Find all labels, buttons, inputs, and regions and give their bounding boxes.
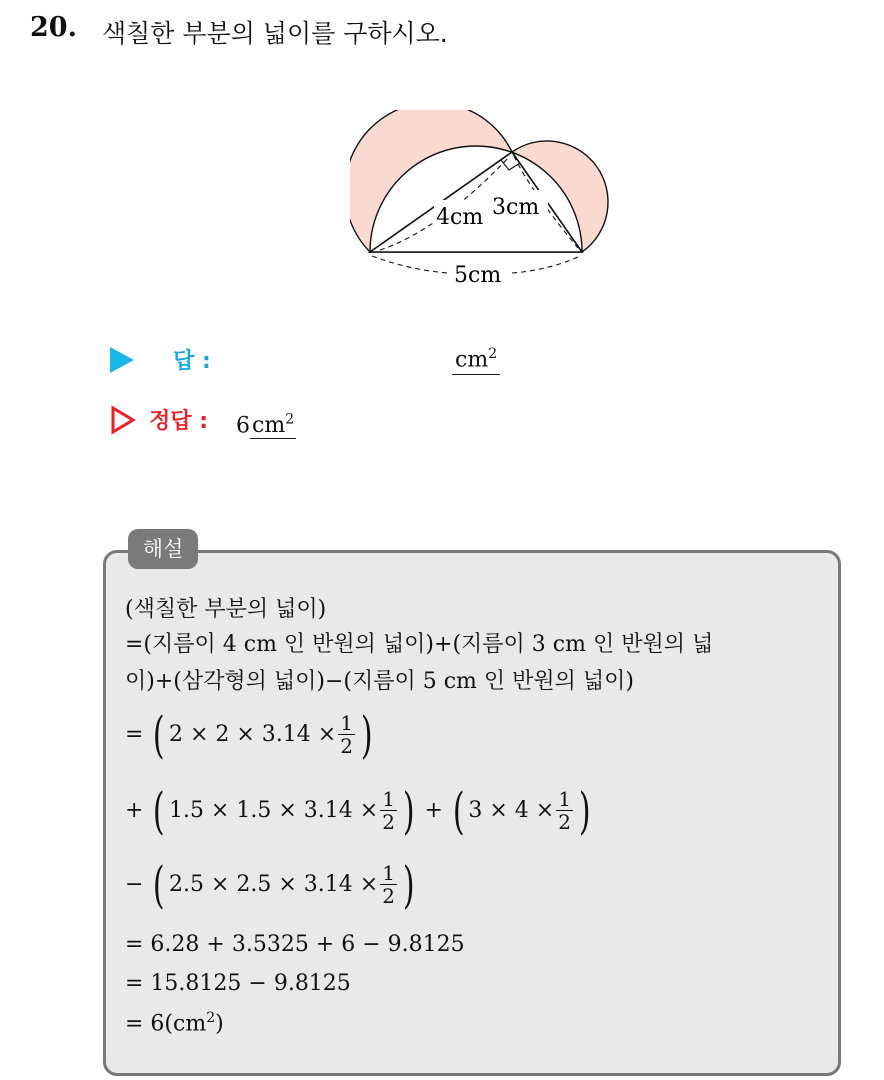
solution-line-1: (색칠한 부분의 넓이)	[125, 597, 327, 622]
label-3cm: 3cm	[492, 195, 540, 220]
semicircle-figure	[350, 110, 620, 300]
answer-unit-sup: 2	[488, 346, 498, 362]
label-5cm: 5cm	[454, 263, 502, 288]
expr2-plus: +	[424, 798, 443, 823]
left-paren-icon: (	[452, 781, 465, 840]
solution-line-9	[125, 1010, 224, 1036]
right-paren-icon: )	[360, 705, 373, 764]
answer-blank[interactable]	[452, 340, 500, 375]
solution-expr-2	[125, 781, 594, 840]
solution-tab: 해설	[128, 529, 198, 569]
expr2-body-a: 1.5 × 1.5 × 3.14 ×	[168, 798, 379, 823]
left-paren-icon: (	[153, 705, 166, 764]
solution-expr-1	[125, 705, 376, 764]
line9-sup: 2	[206, 1010, 216, 1026]
correct-label: 정답 :	[149, 409, 209, 434]
expr3-body: 2.5 × 2.5 × 3.14 ×	[168, 872, 379, 897]
correct-unit: cm	[252, 413, 286, 439]
right-paren-icon: )	[402, 855, 415, 914]
right-paren-icon: )	[578, 781, 591, 840]
right-paren-icon: )	[402, 781, 415, 840]
solution-line-8: = 15.8125 − 9.8125	[125, 971, 351, 996]
dash-5cm-right	[512, 256, 580, 273]
left-paren-icon: (	[153, 855, 166, 914]
line9-unit: cm	[173, 1011, 207, 1037]
expr1-prefix: =	[125, 722, 144, 747]
solution-line-2: =(지름이 4 cm 인 반원의 넓이)+(지름이 3 cm 인 반원의 넓	[125, 632, 714, 657]
expr1-body: 2 × 2 × 3.14 ×	[168, 722, 337, 747]
answer-row	[110, 344, 211, 375]
fraction-half: $\frac{1}{2}$	[340, 711, 353, 758]
fraction-half: $\frac{1}{2}$	[558, 787, 571, 834]
answer-label: 답 :	[173, 349, 211, 374]
solution-line-3: 이)+(삼각형의 넓이)−(지름이 5 cm 인 반원의 넓이)	[125, 669, 634, 694]
line9-pre: = 6(	[125, 1011, 174, 1037]
question-text: 색칠한 부분의 넓이를 구하시오.	[102, 19, 448, 48]
expr3-prefix: −	[125, 872, 144, 897]
solution-line-7: = 6.28 + 3.5325 + 6 − 9.8125	[125, 932, 465, 957]
fraction-half: $\frac{1}{2}$	[382, 787, 395, 834]
dash-5cm	[372, 256, 448, 273]
correct-value	[236, 406, 296, 440]
expr2-prefix: +	[125, 798, 144, 823]
label-4cm: 4cm	[436, 205, 484, 230]
correct-unit-sup: 2	[285, 412, 295, 428]
fraction-half: $\frac{1}{2}$	[382, 861, 395, 908]
outline-arrow-icon	[110, 405, 136, 435]
left-paren-icon: (	[153, 781, 166, 840]
solution-expr-3	[125, 855, 418, 914]
correct-number: 6	[236, 413, 250, 439]
expr2-body-b: 3 × 4 ×	[468, 798, 555, 823]
line9-post: )	[215, 1011, 224, 1037]
answer-unit: cm	[455, 347, 489, 373]
play-arrow-icon	[110, 347, 134, 373]
correct-row	[110, 404, 208, 435]
question-number: 20.	[30, 12, 77, 43]
